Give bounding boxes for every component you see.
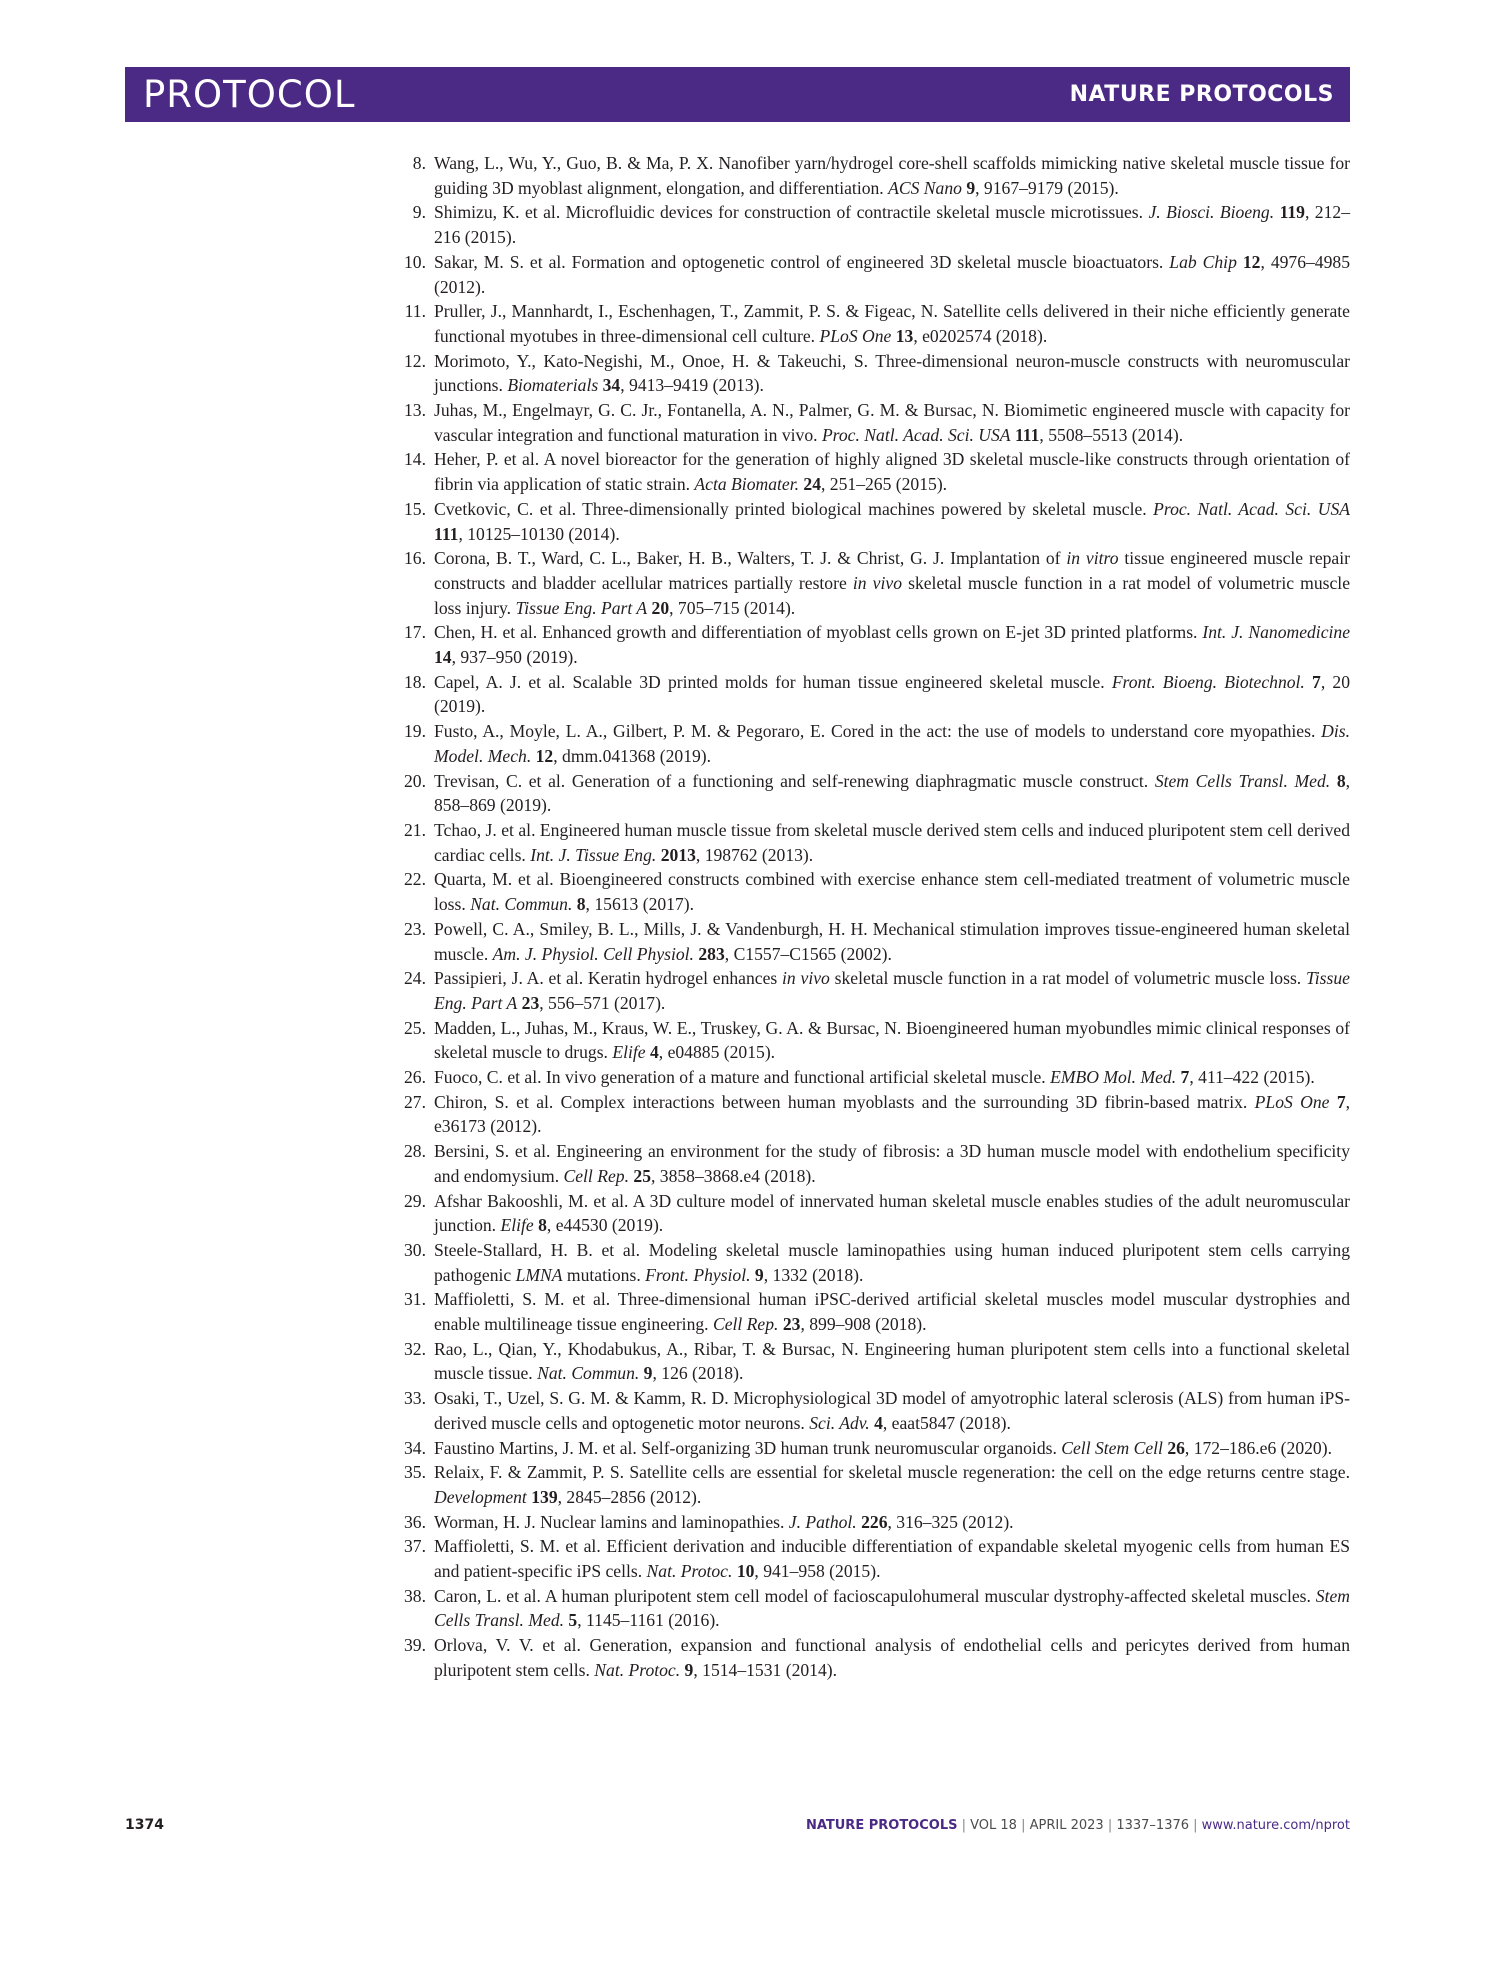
reference-item xyxy=(404,546,1350,620)
reference-text: , 5508–5513 (2014). xyxy=(1039,424,1184,445)
reference-item xyxy=(404,200,1350,249)
reference-number: 10. xyxy=(404,251,426,272)
reference-text: , 899–908 (2018). xyxy=(800,1314,927,1335)
reference-list xyxy=(404,151,1350,1683)
reference-text: , eaat5847 (2018). xyxy=(882,1412,1011,1433)
reference-number: 17. xyxy=(404,622,426,643)
reference-item xyxy=(404,917,1350,966)
reference-item xyxy=(404,1090,1350,1139)
reference-text: Cvetkovic, C. et al. Three-dimensionally printed biological machines powered by skeletal muscle. xyxy=(434,498,1154,519)
reference-text: Morimoto, Y., Kato-Negishi, M., Onoe, H. & Takeuchi, S. Three-dimensional neuron-muscle constructs with neuromuscular junctions. xyxy=(434,350,1350,396)
reference-item xyxy=(404,1436,1350,1461)
reference-text: , 858–869 (2019). xyxy=(434,770,1351,816)
reference-text: Passipieri, J. A. et al. Keratin hydrogel enhances xyxy=(434,968,783,989)
reference-item xyxy=(404,497,1350,546)
reference-item xyxy=(404,1016,1350,1065)
reference-italic-text: Stem Cells Transl. Med. xyxy=(434,1585,1350,1631)
reference-text: tissue engineered muscle repair constructs and bladder acellular matrices partially restore xyxy=(434,548,1350,593)
reference-item xyxy=(404,1287,1350,1336)
reference-italic-text: Acta Biomater. xyxy=(694,474,799,495)
reference-text: , C1557–C1565 (2002). xyxy=(724,943,892,964)
reference-text: Maffioletti, S. M. et al. Efficient derivation and inducible differentiation of expandable skeletal myogenic cells from human ES and patient-specific iPS cells. xyxy=(434,1536,1350,1582)
reference-italic-text: Front. Bioeng. Biotechnol. xyxy=(1111,671,1305,692)
reference-item xyxy=(404,719,1350,768)
reference-number: 24. xyxy=(404,968,426,989)
reference-text: Madden, L., Juhas, M., Kraus, W. E., Truskey, G. A. & Bursac, N. Bioengineered human myobundles mimic clinical responses of skeletal muscle to drugs. xyxy=(434,1017,1350,1063)
reference-item xyxy=(404,250,1350,299)
reference-volume: 23 xyxy=(782,1314,801,1335)
footer-separator: | xyxy=(1016,1818,1030,1833)
footer-volume: VOL 18 xyxy=(970,1818,1017,1833)
footer-citation xyxy=(806,1818,1350,1833)
reference-item xyxy=(404,620,1350,669)
reference-italic-text: EMBO Mol. Med. xyxy=(1050,1067,1177,1088)
reference-italic-text: Int. J. Tissue Eng. xyxy=(530,844,657,865)
journal-name-header: NATURE PROTOCOLS xyxy=(1069,82,1334,107)
reference-item xyxy=(404,966,1350,1015)
reference-number: 39. xyxy=(404,1635,426,1656)
reference-item xyxy=(404,1633,1350,1682)
reference-text xyxy=(1305,672,1312,692)
reference-text: Capel, A. J. et al. Scalable 3D printed molds for human tissue engineered skeletal muscle. xyxy=(434,671,1112,692)
reference-text: Faustino Martins, J. M. et al. Self-organizing 3D human trunk neuromuscular organoids. xyxy=(434,1437,1062,1458)
reference-number: 27. xyxy=(404,1091,426,1112)
reference-text: Corona, B. T., Ward, C. L., Baker, H. B., Walters, T. J. & Christ, G. J. Implantation of xyxy=(434,548,1067,569)
reference-text: , 4976–4985 (2012). xyxy=(434,251,1350,297)
footer-separator: | xyxy=(1103,1818,1117,1833)
reference-volume: 25 xyxy=(633,1165,651,1186)
reference-text: , 316–325 (2012). xyxy=(887,1511,1014,1532)
reference-volume: 9 xyxy=(684,1659,694,1680)
reference-number: 21. xyxy=(404,819,426,840)
reference-italic-text: Elife xyxy=(612,1042,646,1063)
reference-text: , 1145–1161 (2016). xyxy=(577,1610,720,1631)
header-bar xyxy=(125,67,1350,122)
reference-italic-text: in vivo xyxy=(852,572,902,593)
reference-italic-text: ACS Nano xyxy=(888,177,962,198)
reference-volume: 9 xyxy=(754,1264,764,1285)
reference-volume: 13 xyxy=(895,325,914,346)
reference-item xyxy=(404,1386,1350,1435)
reference-number: 30. xyxy=(404,1239,426,1260)
reference-item xyxy=(404,349,1350,398)
reference-italic-text: Nat. Commun. xyxy=(470,894,573,915)
reference-text: , e0202574 (2018). xyxy=(913,325,1048,346)
reference-item xyxy=(404,1238,1350,1287)
reference-italic-text: Dis. Model. Mech. xyxy=(434,721,1350,766)
reference-text: , 941–958 (2015). xyxy=(754,1561,881,1582)
reference-number: 36. xyxy=(404,1511,426,1532)
reference-volume: 111 xyxy=(1014,424,1040,445)
reference-text: skeletal muscle function in a rat model of volumetric muscle loss. xyxy=(829,968,1306,989)
reference-text: Trevisan, C. et al. Generation of a functioning and self-renewing diaphragmatic muscle construct. xyxy=(434,770,1155,791)
reference-volume: 23 xyxy=(521,992,540,1013)
reference-volume: 7 xyxy=(1180,1067,1190,1088)
reference-italic-text: Stem Cells Transl. Med. xyxy=(1154,770,1331,791)
reference-number: 26. xyxy=(404,1067,426,1088)
reference-text: Maffioletti, S. M. et al. Three-dimensional human iPSC-derived artificial skeletal muscles model muscular dystrophies and enable multilineage tissue engineering. xyxy=(434,1289,1350,1335)
reference-italic-text: Int. J. Nanomedicine xyxy=(1202,622,1351,643)
reference-text: Tchao, J. et al. Engineered human muscle tissue from skeletal muscle derived stem cells and induced pluripotent stem cell derived cardiac cells. xyxy=(434,819,1350,865)
reference-text: skeletal muscle function in a rat model of volumetric muscle loss injury. xyxy=(434,572,1351,618)
reference-number: 20. xyxy=(404,770,426,791)
reference-text: Orlova, V. V. et al. Generation, expansion and functional analysis of endothelial cells and pericytes derived from human pluripotent stem cells. xyxy=(434,1635,1350,1680)
reference-italic-text: Lab Chip xyxy=(1169,251,1237,272)
reference-volume: 26 xyxy=(1167,1437,1185,1458)
reference-number: 33. xyxy=(404,1388,426,1409)
reference-text: , e04885 (2015). xyxy=(658,1042,776,1063)
reference-text: Bersini, S. et al. Engineering an environment for the study of fibrosis: a 3D human muscle model with endothelium specificity and endomysium. xyxy=(434,1141,1350,1186)
reference-volume: 8 xyxy=(538,1215,547,1236)
reference-number: 9. xyxy=(412,202,426,223)
footer-separator: | xyxy=(1189,1818,1202,1833)
reference-number: 12. xyxy=(404,350,426,371)
reference-text: Afshar Bakooshli, M. et al. A 3D culture model of innervated human skeletal muscle enables studies of the adult neuromuscular junction. xyxy=(434,1190,1350,1236)
reference-text: , 9167–9179 (2015). xyxy=(975,177,1119,198)
reference-italic-text: Cell Rep. xyxy=(712,1314,779,1335)
reference-italic-text: Tissue Eng. Part A xyxy=(515,597,648,618)
reference-volume: 9 xyxy=(966,177,976,198)
reference-text: , 705–715 (2014). xyxy=(669,597,796,618)
reference-volume: 7 xyxy=(1312,671,1321,692)
reference-text: Rao, L., Qian, Y., Khodabukus, A., Ribar, T. & Bursac, N. Engineering human pluripotent stem cells into a functional skeletal muscle tissue. xyxy=(434,1338,1350,1384)
section-label: PROTOCOL xyxy=(143,73,356,116)
reference-text: , 9413–9419 (2013). xyxy=(620,375,764,396)
reference-number: 18. xyxy=(404,671,426,692)
reference-text: Juhas, M., Engelmayr, G. C. Jr., Fontanella, A. N., Palmer, G. M. & Bursac, N. Biomimetic engineered muscle with capacity for vascular integration and functional maturation in vivo. xyxy=(434,400,1350,445)
reference-text: , 10125–10130 (2014). xyxy=(458,523,620,544)
reference-volume: 4 xyxy=(649,1042,659,1063)
reference-italic-text: in vivo xyxy=(782,968,830,989)
footer-url-link[interactable]: www.nature.com/nprot xyxy=(1201,1818,1350,1833)
reference-italic-text: Cell Stem Cell xyxy=(1061,1437,1163,1458)
reference-italic-text: Sci. Adv. xyxy=(809,1412,870,1433)
reference-italic-text: Development xyxy=(434,1486,527,1507)
reference-italic-text: Elife xyxy=(500,1215,534,1236)
reference-text: , 15613 (2017). xyxy=(585,894,695,915)
reference-number: 15. xyxy=(404,498,426,519)
reference-text: , 1514–1531 (2014). xyxy=(693,1659,838,1680)
reference-item xyxy=(404,1337,1350,1386)
reference-text: Fusto, A., Moyle, L. A., Gilbert, P. M. & Pegoraro, E. Cored in the act: the use of models to understand core myopathies. xyxy=(434,721,1322,742)
reference-italic-text: Am. J. Physiol. Cell Physiol. xyxy=(492,943,694,964)
reference-number: 34. xyxy=(404,1437,426,1458)
reference-number: 25. xyxy=(404,1017,426,1038)
reference-number: 11. xyxy=(404,301,426,322)
reference-item xyxy=(404,867,1350,916)
footer-date: APRIL 2023 xyxy=(1029,1818,1104,1833)
reference-volume: 12 xyxy=(535,745,554,766)
reference-text: , 198762 (2013). xyxy=(695,844,814,865)
reference-italic-text: Tissue Eng. Part A xyxy=(434,968,1350,1013)
reference-text: , dmm.041368 (2019). xyxy=(553,745,712,766)
reference-italic-text: Proc. Natl. Acad. Sci. USA xyxy=(1153,498,1350,519)
reference-volume: 283 xyxy=(698,943,725,964)
reference-text: , 1332 (2018). xyxy=(763,1264,864,1285)
reference-item xyxy=(404,818,1350,867)
reference-text: Pruller, J., Mannhardt, I., Eschenhagen, T., Zammit, P. S. & Figeac, N. Satellite cells delivered in their niche efficiently generate functional myotubes in three-dimensional cell culture. xyxy=(434,301,1350,346)
reference-item xyxy=(404,447,1350,496)
reference-item xyxy=(404,1189,1350,1238)
reference-volume: 2013 xyxy=(660,844,696,865)
reference-number: 13. xyxy=(404,400,426,421)
reference-volume: 8 xyxy=(576,894,586,915)
reference-italic-text: Nat. Protoc. xyxy=(646,1561,733,1582)
reference-number: 37. xyxy=(404,1536,426,1557)
reference-number: 38. xyxy=(404,1585,426,1606)
reference-item xyxy=(404,1584,1350,1633)
reference-text: , 556–571 (2017). xyxy=(539,992,666,1013)
reference-text: , 20 (2019). xyxy=(434,671,1350,717)
reference-text: , 411–422 (2015). xyxy=(1189,1067,1315,1088)
reference-italic-text: J. Biosci. Bioeng. xyxy=(1148,202,1275,223)
reference-text: , 212–216 (2015). xyxy=(434,202,1350,248)
reference-volume: 24 xyxy=(803,474,821,495)
footer-pages: 1337–1376 xyxy=(1116,1818,1190,1833)
reference-italic-text: Cell Rep. xyxy=(563,1165,629,1186)
reference-item xyxy=(404,1534,1350,1583)
reference-volume: 14 xyxy=(434,647,452,668)
reference-italic-text: LMNA xyxy=(515,1264,563,1285)
reference-italic-text: Nat. Protoc. xyxy=(594,1659,681,1680)
reference-text: Osaki, T., Uzel, S. G. M. & Kamm, R. D. Microphysiological 3D model of amyotrophic lateral sclerosis (ALS) from human iPS-derived muscle cells and optogenetic motor neurons. xyxy=(434,1388,1350,1433)
footer-journal: NATURE PROTOCOLS xyxy=(805,1818,958,1833)
reference-text: Caron, L. et al. A human pluripotent stem cell model of facioscapulohumeral muscular dystrophy-affected skeletal muscles. xyxy=(434,1585,1316,1606)
reference-volume: 10 xyxy=(736,1561,755,1582)
reference-text: , e44530 (2019). xyxy=(546,1215,664,1236)
reference-item xyxy=(404,1139,1350,1188)
reference-number: 29. xyxy=(404,1190,426,1211)
reference-volume: 34 xyxy=(602,375,621,396)
reference-item xyxy=(404,670,1350,719)
reference-text xyxy=(1330,771,1337,791)
reference-text: , 3858–3868.e4 (2018). xyxy=(650,1165,816,1186)
reference-item xyxy=(404,299,1350,348)
reference-text: Chen, H. et al. Enhanced growth and differentiation of myoblast cells grown on E-jet 3D printed platforms. xyxy=(434,622,1203,643)
reference-text: Steele-Stallard, H. B. et al. Modeling skeletal muscle laminopathies using human induced pluripotent stem cells carrying pathogenic xyxy=(434,1239,1350,1285)
reference-italic-text: Biomaterials xyxy=(507,375,599,396)
reference-volume: 9 xyxy=(643,1363,653,1384)
reference-volume: 226 xyxy=(861,1511,888,1532)
reference-text: Sakar, M. S. et al. Formation and optogenetic control of engineered 3D skeletal muscle bioactuators. xyxy=(434,251,1170,272)
reference-text: mutations. xyxy=(562,1264,646,1285)
footer-separator: | xyxy=(957,1818,971,1833)
reference-text: Worman, H. J. Nuclear lamins and laminopathies. xyxy=(434,1511,789,1532)
reference-number: 35. xyxy=(404,1462,426,1483)
reference-italic-text: Front. Physiol. xyxy=(645,1264,751,1285)
reference-volume: 4 xyxy=(874,1412,883,1433)
reference-volume: 12 xyxy=(1242,251,1261,272)
reference-text: , 2845–2856 (2012). xyxy=(557,1486,702,1507)
reference-italic-text: PLoS One xyxy=(1254,1091,1330,1112)
reference-text: Quarta, M. et al. Bioengineered constructs combined with exercise enhance stem cell-mediated treatment of volumetric muscle loss. xyxy=(434,869,1350,915)
reference-volume: 5 xyxy=(568,1610,578,1631)
reference-number: 22. xyxy=(404,869,426,890)
reference-volume: 139 xyxy=(531,1486,558,1507)
reference-italic-text: Nat. Commun. xyxy=(537,1363,640,1384)
reference-volume: 111 xyxy=(434,523,459,544)
reference-text: Shimizu, K. et al. Microfluidic devices for construction of contractile skeletal muscle microtissues. xyxy=(434,202,1149,223)
reference-italic-text: Proc. Natl. Acad. Sci. USA xyxy=(821,424,1011,445)
reference-number: 16. xyxy=(404,548,426,569)
reference-number: 19. xyxy=(404,721,426,742)
reference-item xyxy=(404,1460,1350,1509)
reference-item xyxy=(404,1065,1350,1090)
reference-item xyxy=(404,398,1350,447)
reference-text xyxy=(1329,1092,1336,1112)
reference-text: Heher, P. et al. A novel bioreactor for the generation of highly aligned 3D skeletal muscle-like constructs through orientation of fibrin via application of static strain. xyxy=(434,449,1350,495)
reference-volume: 119 xyxy=(1279,202,1305,223)
reference-volume: 8 xyxy=(1336,770,1346,791)
reference-italic-text: J. Pathol. xyxy=(788,1511,857,1532)
reference-text: , 251–265 (2015). xyxy=(821,474,948,495)
reference-italic-text: in vitro xyxy=(1066,548,1119,569)
reference-volume: 20 xyxy=(651,597,670,618)
reference-text: Powell, C. A., Smiley, B. L., Mills, J. & Vandenburgh, H. H. Mechanical stimulation improves tissue-engineered human skeletal muscle. xyxy=(434,918,1350,964)
reference-volume: 7 xyxy=(1336,1091,1346,1112)
reference-text: Fuoco, C. et al. In vivo generation of a mature and functional artificial skeletal muscle. xyxy=(434,1067,1051,1088)
reference-number: 14. xyxy=(404,449,426,470)
reference-text: Chiron, S. et al. Complex interactions between human myoblasts and the surrounding 3D fibrin-based matrix. xyxy=(434,1091,1255,1112)
reference-item xyxy=(404,1510,1350,1535)
page-number: 1374 xyxy=(125,1817,164,1833)
reference-text: , e36173 (2012). xyxy=(434,1091,1351,1137)
reference-text: , 937–950 (2019). xyxy=(451,647,578,668)
reference-text: , 172–186.e6 (2020). xyxy=(1184,1437,1332,1458)
reference-number: 31. xyxy=(404,1289,426,1310)
reference-text: , 126 (2018). xyxy=(652,1363,744,1384)
reference-italic-text: PLoS One xyxy=(819,325,892,346)
reference-number: 32. xyxy=(404,1338,426,1359)
reference-number: 8. xyxy=(412,153,426,173)
reference-number: 28. xyxy=(404,1141,426,1162)
reference-item xyxy=(404,769,1350,818)
reference-text: Wang, L., Wu, Y., Guo, B. & Ma, P. X. Nanofiber yarn/hydrogel core-shell scaffolds mimicking native skeletal muscle tissue for guiding 3D myoblast alignment, elongation, and differentiation. xyxy=(434,153,1350,198)
reference-item xyxy=(404,151,1350,200)
reference-number: 23. xyxy=(404,918,426,939)
reference-text: Relaix, F. & Zammit, P. S. Satellite cells are essential for skeletal muscle regeneration: the cell on the edge returns centre stage. xyxy=(434,1462,1350,1483)
